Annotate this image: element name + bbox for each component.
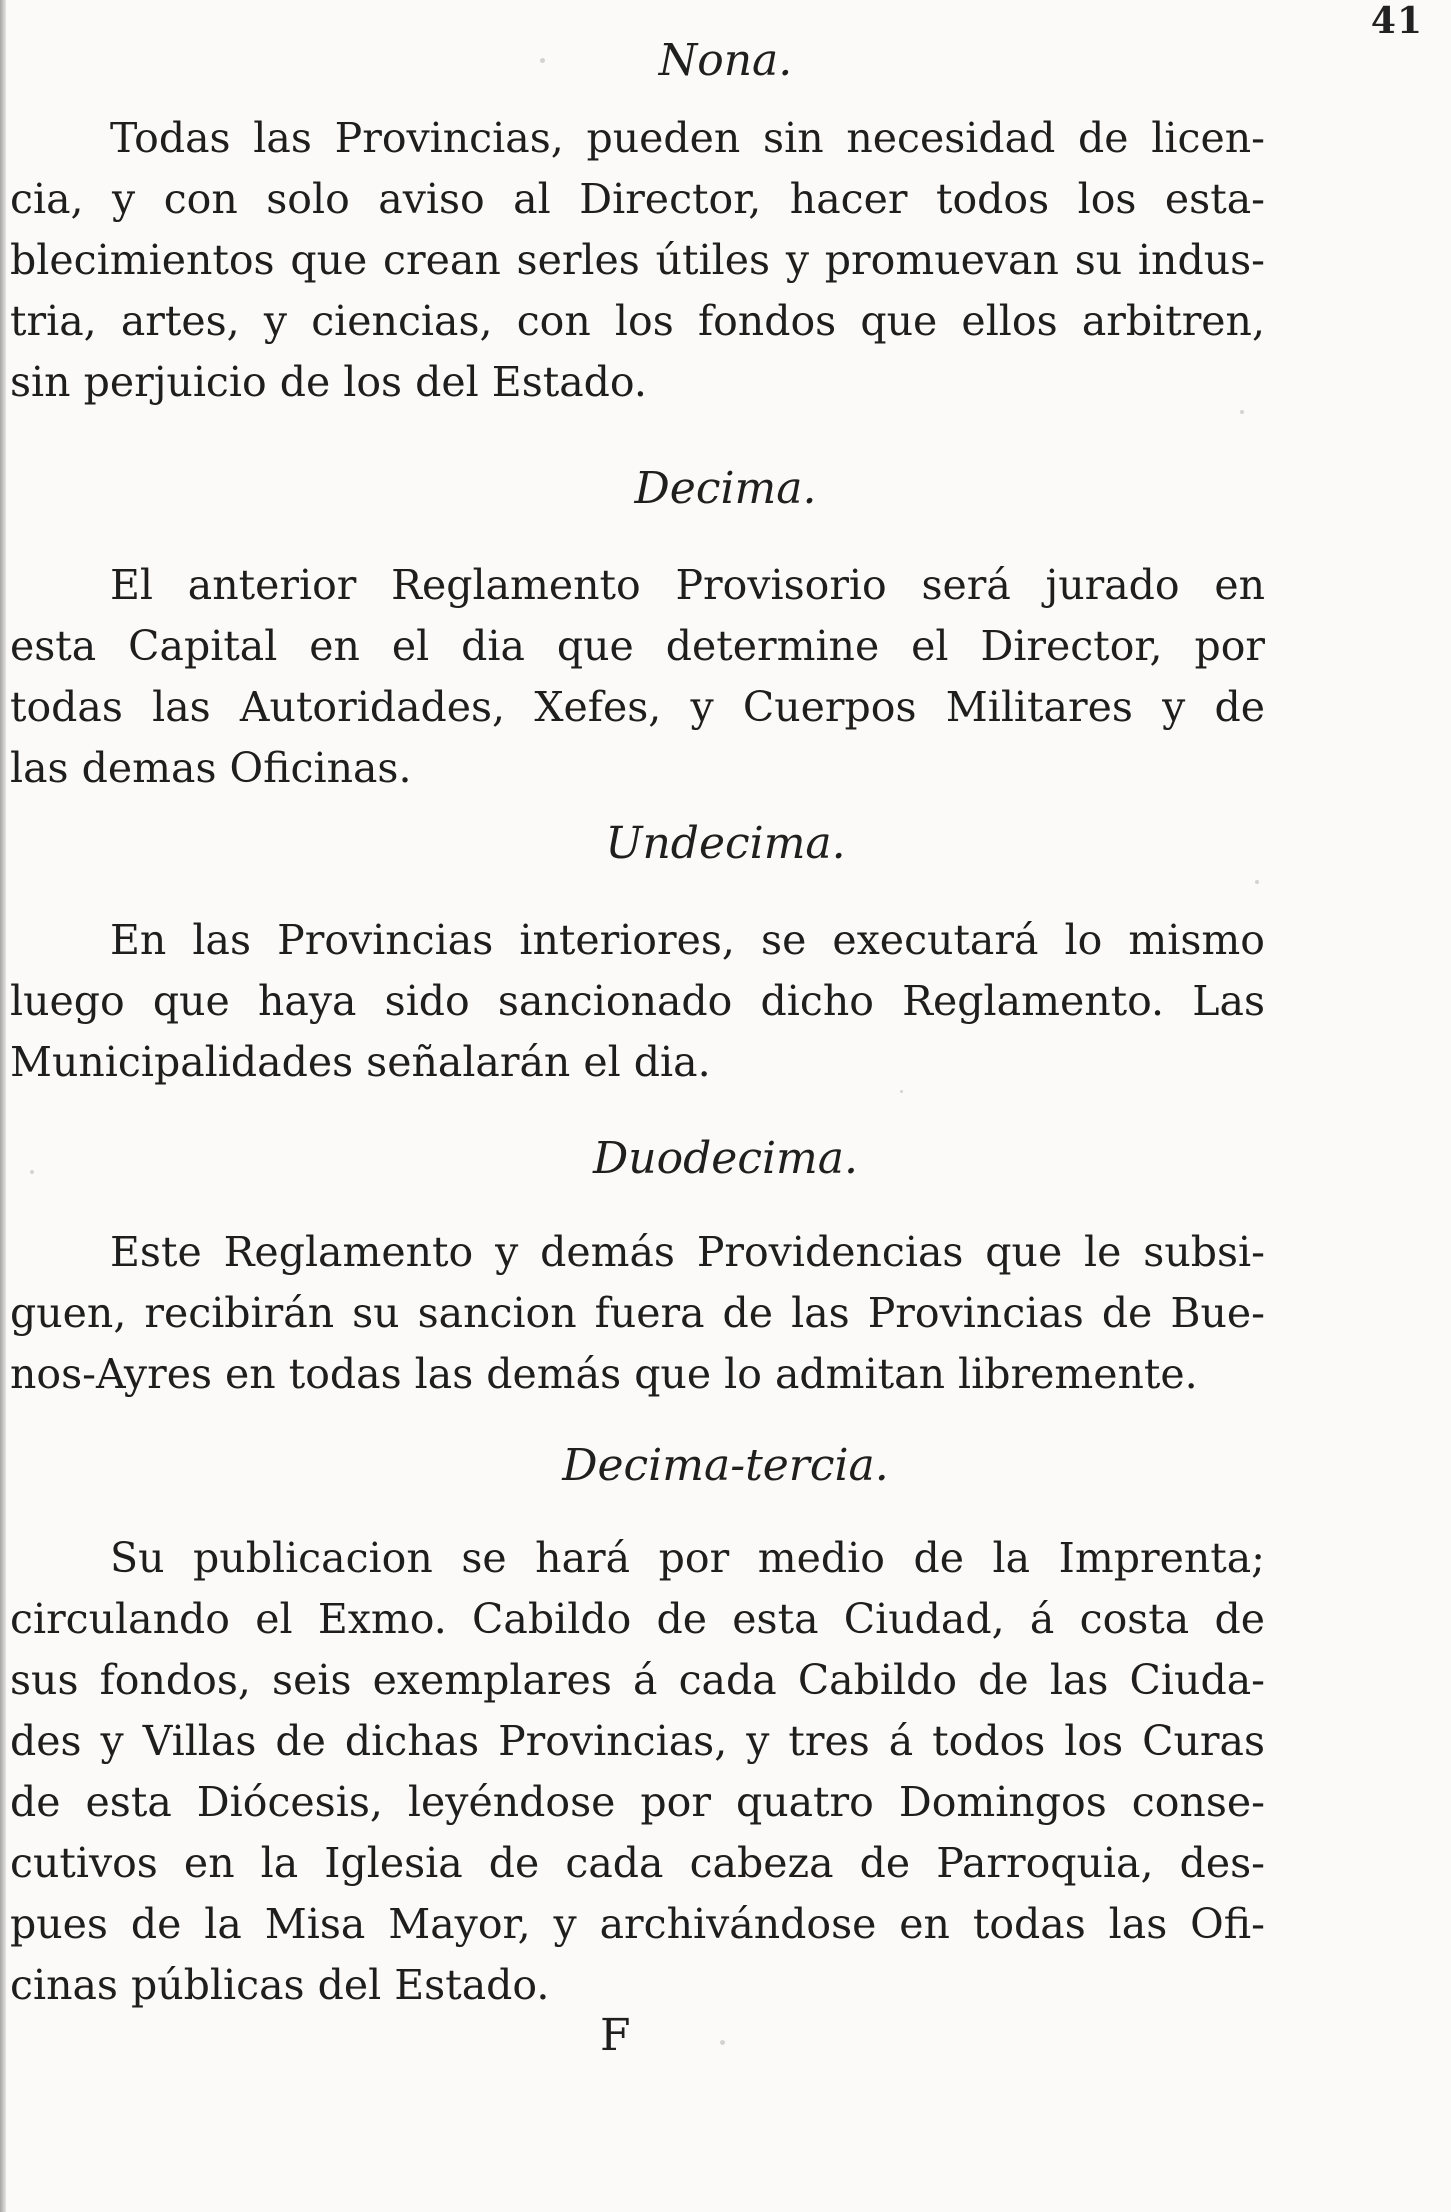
paragraph-line: nos-Ayres en todas las demás que lo admitan libremente. xyxy=(10,1350,1198,1398)
paragraph-line: El anterior Reglamento Provisorio será jurado en xyxy=(110,561,1265,609)
paragraph-line: todas las Autoridades, Xefes, y Cuerpos Militares y de xyxy=(10,683,1265,731)
scan-speckle xyxy=(30,1170,34,1174)
paragraph-line: de esta Diócesis, leyéndose por quatro Domingos conse- xyxy=(10,1778,1265,1826)
scan-speckle xyxy=(1255,880,1259,884)
scan-speckle xyxy=(900,1090,903,1093)
section-heading-nona: Nona. xyxy=(658,35,793,86)
paragraph-line: Su publicacion se hará por medio de la Imprenta; xyxy=(110,1534,1265,1582)
section-heading-undecima: Undecima. xyxy=(605,818,846,869)
section-heading-decima: Decima. xyxy=(634,463,817,514)
paragraph-line: cia, y con solo aviso al Director, hacer todos los esta- xyxy=(10,175,1265,223)
paragraph-decima-tercia xyxy=(10,1528,1265,2016)
paragraph-line: des y Villas de dichas Provincias, y tres á todos los Curas xyxy=(10,1717,1265,1765)
paragraph-undecima xyxy=(10,910,1265,1093)
paragraph-line: Municipalidades señalarán el dia. xyxy=(10,1038,711,1086)
paragraph-line: sin perjuicio de los del Estado. xyxy=(10,358,647,406)
page-edge-shadow xyxy=(0,0,6,2212)
paragraph-line: Todas las Provincias, pueden sin necesidad de licen- xyxy=(110,114,1265,162)
scan-speckle xyxy=(720,2040,725,2045)
section-heading-decima-tercia: Decima-tercia. xyxy=(562,1440,889,1491)
paragraph-line: pues de la Misa Mayor, y archivándose en todas las Ofi- xyxy=(10,1900,1265,1948)
paragraph-line: cutivos en la Iglesia de cada cabeza de Parroquia, des- xyxy=(10,1839,1265,1887)
paragraph-line: Este Reglamento y demás Providencias que le subsi- xyxy=(110,1228,1265,1276)
page-number: 41 xyxy=(1370,0,1423,42)
paragraph-line: cinas públicas del Estado. xyxy=(10,1961,550,2009)
paragraph-decima xyxy=(10,555,1265,799)
section-heading-duodecima: Duodecima. xyxy=(593,1133,858,1184)
scan-speckle xyxy=(540,58,545,63)
scan-speckle xyxy=(1240,410,1244,414)
paragraph-duodecima xyxy=(10,1222,1265,1405)
signature-mark: F xyxy=(600,2010,631,2061)
paragraph-line: blecimientos que crean serles útiles y promuevan su indus- xyxy=(10,236,1265,284)
paragraph-line: esta Capital en el dia que determine el Director, por xyxy=(10,622,1265,670)
paragraph-line: sus fondos, seis exemplares á cada Cabildo de las Ciuda- xyxy=(10,1656,1265,1704)
paragraph-line: En las Provincias interiores, se executará lo mismo xyxy=(110,916,1265,964)
paragraph-line: guen, recibirán su sancion fuera de las Provincias de Bue- xyxy=(10,1289,1265,1337)
paragraph-line: circulando el Exmo. Cabildo de esta Ciudad, á costa de xyxy=(10,1595,1265,1643)
paragraph-line: luego que haya sido sancionado dicho Reglamento. Las xyxy=(10,977,1265,1025)
paragraph-line: tria, artes, y ciencias, con los fondos que ellos arbitren, xyxy=(10,297,1265,345)
paragraph-nona xyxy=(10,108,1265,413)
paragraph-line: las demas Oficinas. xyxy=(10,744,412,792)
